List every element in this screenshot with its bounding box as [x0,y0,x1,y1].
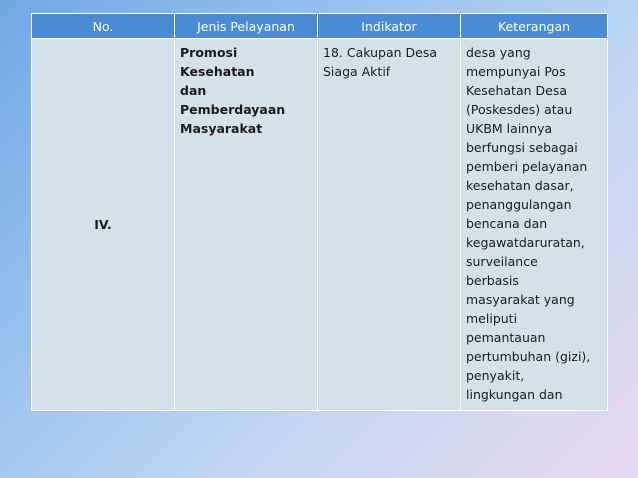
header-jenis-pelayanan: Jenis Pelayanan [175,14,318,39]
jenis-line: dan Pemberdayaan [180,83,286,117]
header-keterangan: Keterangan [461,14,608,39]
keterangan-line: meliputi [466,311,518,326]
table-row [32,39,608,411]
keterangan-line: penyakit, [466,368,525,383]
cell-indikator [318,39,461,411]
keterangan-line: kegawatdaruratan, [466,235,585,250]
keterangan-line: lingkungan dan [466,387,563,402]
cell-jenis-pelayanan [175,39,318,411]
service-table [31,13,608,411]
jenis-line: Masyarakat [180,121,263,136]
keterangan-line: penanggulangan [466,197,572,212]
keterangan-line: berfungsi sebagai [466,140,578,155]
keterangan-line: surveilance [466,254,538,269]
header-no: No. [32,14,175,39]
keterangan-line: pemantauan [466,330,546,345]
keterangan-line: UKBM lainnya [466,121,553,136]
keterangan-line: mempunyai Pos [466,64,566,79]
cell-keterangan [461,39,608,411]
keterangan-line: bencana dan [466,216,548,231]
cell-no: IV. [32,39,175,411]
jenis-line: Promosi Kesehatan [180,45,255,79]
indikator-line: 18. Cakupan Desa [323,45,437,60]
keterangan-line: Kesehatan Desa [466,83,567,98]
keterangan-line: desa yang [466,45,531,60]
keterangan-line: berbasis [466,273,519,288]
header-indikator: Indikator [318,14,461,39]
keterangan-line: (Poskesdes) atau [466,102,573,117]
keterangan-line: pertumbuhan (gizi), [466,349,591,364]
table-header-row [32,14,608,39]
keterangan-line: pemberi pelayanan [466,159,588,174]
keterangan-line: masyarakat yang [466,292,575,307]
keterangan-line: kesehatan dasar, [466,178,574,193]
indikator-line: Siaga Aktif [323,64,391,79]
